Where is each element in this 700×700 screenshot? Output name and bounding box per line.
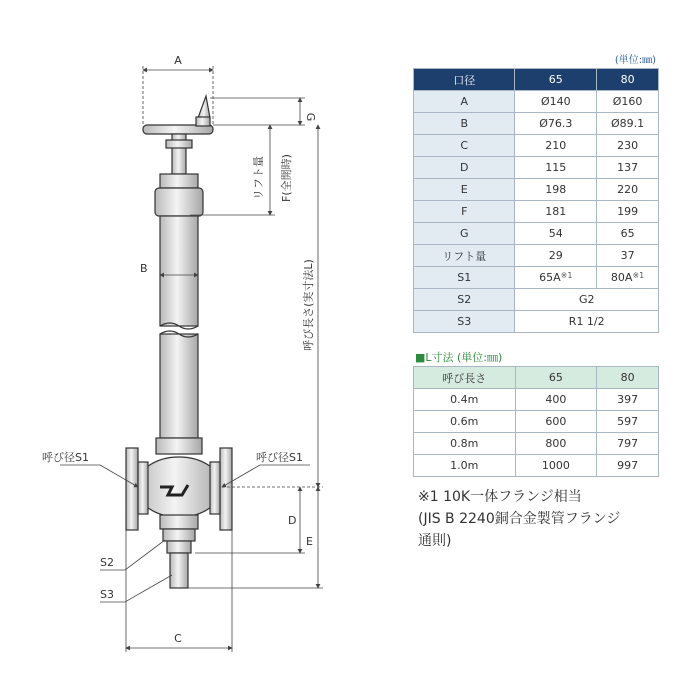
l-row-label: 0.6m [414, 411, 516, 433]
spec-table [413, 68, 659, 333]
spec-row-label: F [414, 201, 515, 223]
spec-value-80: Ø89.1 [597, 113, 659, 135]
spec-s1-size: 65A [539, 271, 561, 284]
l-value-80: 997 [597, 455, 659, 477]
dim-f-label: F(全開時) [280, 154, 293, 202]
riser-pipe-upper [160, 216, 198, 326]
spec-value-65: 115 [515, 157, 597, 179]
spec-row-label: E [414, 179, 515, 201]
spec-row-s2 [414, 289, 659, 311]
dim-c-label: C [174, 632, 182, 645]
spec-row [414, 201, 659, 223]
spec-s1-size: 80A [610, 271, 633, 284]
valve-chamber [136, 457, 222, 517]
l-row [414, 389, 659, 411]
connector-s2 [163, 529, 195, 541]
spec-row-label: G [414, 223, 515, 245]
l-value-80: 397 [597, 389, 659, 411]
spec-value-65: 54 [515, 223, 597, 245]
handwheel-knob [198, 96, 210, 118]
l-row-label: 0.4m [414, 389, 516, 411]
l-row [414, 455, 659, 477]
l-table-title: ■L寸法 (単位:㎜) [415, 351, 503, 364]
spec-row-label: S2 [414, 289, 515, 311]
spec-row-s3 [414, 311, 659, 333]
spec-value-80: 37 [597, 245, 659, 267]
header-diameter: 口径 [414, 69, 515, 91]
flange-right [220, 448, 232, 530]
l-value-65: 600 [515, 411, 597, 433]
spec-row [414, 245, 659, 267]
unit-label: (単位:㎜) [614, 55, 656, 66]
spec-value-65: 210 [515, 135, 597, 157]
spec-value-65: 181 [515, 201, 597, 223]
l-value-65: 400 [515, 389, 597, 411]
spec-value-65: 29 [515, 245, 597, 267]
spec-value-s1-65 [515, 267, 597, 289]
spec-row [414, 179, 659, 201]
spec-value-65: 198 [515, 179, 597, 201]
spec-row-label: B [414, 113, 515, 135]
spec-row [414, 157, 659, 179]
spec-row-s1 [414, 267, 659, 289]
footnote-mark: ※1 [560, 271, 573, 280]
spec-value-80: 230 [597, 135, 659, 157]
dim-d-label: D [288, 514, 297, 527]
l-header-length: 呼び長さ [414, 367, 516, 389]
note-line-1: ※1 10K一体フランジ相当 [418, 489, 582, 505]
riser-pipe-lower [160, 334, 198, 438]
valve-body [126, 96, 232, 588]
spec-value-s2: G2 [515, 289, 659, 311]
spec-value-80: 137 [597, 157, 659, 179]
dim-l-label: 呼び長さ(実寸法L) [302, 259, 315, 351]
l-value-80: 597 [597, 411, 659, 433]
l-table-header [414, 367, 659, 389]
l-header-65: 65 [515, 367, 597, 389]
thread-s3 [170, 553, 188, 588]
dim-g-label: G [304, 112, 317, 122]
spec-value-65: Ø76.3 [515, 113, 597, 135]
dim-e-label: E [306, 535, 313, 548]
note-line-3: 通則) [418, 533, 452, 549]
spec-row-label: A [414, 91, 515, 113]
spec-value-65: Ø140 [515, 91, 597, 113]
s1-left-label: 呼び径S1 [42, 451, 89, 464]
spec-row-label: S1 [414, 267, 515, 289]
spec-row [414, 135, 659, 157]
l-header-80: 80 [597, 367, 659, 389]
gland-nut [155, 188, 203, 216]
spec-value-80: Ø160 [597, 91, 659, 113]
s2-label: S2 [100, 556, 114, 569]
dim-a-label: A [174, 54, 182, 67]
spec-value-80: 65 [597, 223, 659, 245]
spec-row [414, 91, 659, 113]
spec-row-label: S3 [414, 311, 515, 333]
spec-row-label: リフト量 [414, 245, 515, 267]
l-value-80: 797 [597, 433, 659, 455]
spec-row-label: D [414, 157, 515, 179]
l-dimension-table [413, 366, 659, 477]
l-value-65: 1000 [515, 455, 597, 477]
spec-row [414, 113, 659, 135]
l-row-label: 1.0m [414, 455, 516, 477]
header-65: 65 [515, 69, 597, 91]
l-row [414, 433, 659, 455]
spec-value-s1-80 [597, 267, 659, 289]
l-value-65: 800 [515, 433, 597, 455]
dim-b-label: B [140, 262, 148, 275]
s3-label: S3 [100, 588, 114, 601]
s1-right-label: 呼び径S1 [256, 451, 303, 464]
spec-table-header [414, 69, 659, 91]
bonnet-nut [160, 174, 198, 188]
spec-value-80: 199 [597, 201, 659, 223]
spec-value-s3: R1 1/2 [515, 311, 659, 333]
l-row-label: 0.8m [414, 433, 516, 455]
note-line-2: (JIS B 2240銅合金製管フランジ [418, 511, 621, 527]
dim-lift-label: リフト量 [252, 156, 265, 200]
flange-left [126, 448, 138, 530]
spec-row-label: C [414, 135, 515, 157]
header-80: 80 [597, 69, 659, 91]
footnote-mark: ※1 [632, 271, 645, 280]
l-row [414, 411, 659, 433]
spec-value-80: 220 [597, 179, 659, 201]
spec-row [414, 223, 659, 245]
